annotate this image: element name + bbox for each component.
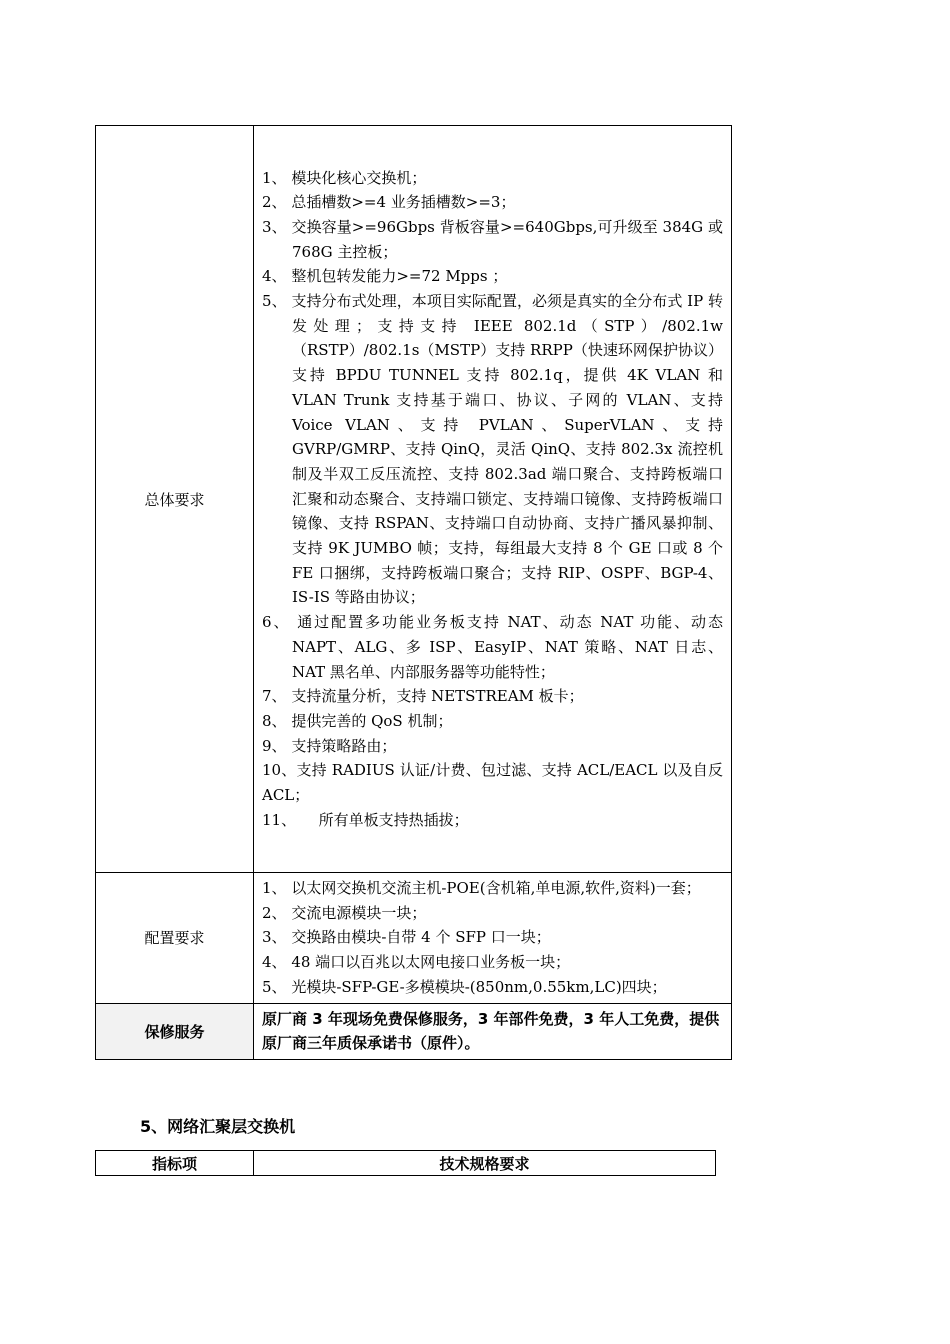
- row-content-config: [254, 873, 732, 1004]
- list-item: 3、 交换容量>=96Gbps 背板容量>=640Gbps,可升级至 384G 或 768G 主控板；: [262, 217, 723, 261]
- column-header-spec: 技术规格要求: [254, 1151, 716, 1176]
- list-item: 7、 支持流量分析，支持 NETSTREAM 板卡；: [262, 687, 584, 706]
- column-header-indicator: 指标项: [96, 1151, 254, 1176]
- list-item: 3、 交换路由模块-自带 4 个 SFP 口一块；: [262, 928, 551, 947]
- row-label-overall: 总体要求: [96, 126, 254, 873]
- list-item: 4、 48 端口以百兆以太网电接口业务板一块；: [262, 953, 571, 972]
- spec-table: [95, 125, 732, 1060]
- list-item: 2、 交流电源模块一块；: [262, 903, 427, 922]
- list-item: 5、 支持分布式处理，本项目实际配置，必须是真实的全分布式 IP 转发处理；支持支持 IEEE 802.1d（STP）/802.1w（RSTP）/802.1s（MSTP）支持 RRPP（快速环网保护协议）支持 BPDU TUNNEL 支持 802.1q，提供 4K VLAN 和 VLAN Trunk 支持基于端口、协议、子网的 VLAN、支持 Voice VLAN、支持 PVLAN、SuperVLAN、支持 GVRP/GMRP、支持 QinQ，灵活 QinQ、支持 802.3x 流控机制及半双工反压流控、支持 802.3ad 端口聚合、支持跨板端口汇聚和动态聚合、支持端口锁定、支持端口镜像、支持跨板端口镜像、支持 RSPAN、支持端口自动协商、支持广播风暴抑制、支持 9K JUMBO 帧；支持，每组最大支持 8 个 GE 口或 8 个 FE 口捆绑，支持跨板端口聚合；支持 RIP、OSPF、BGP-4、IS-IS 等路由协议；: [262, 292, 723, 607]
- list-item: 6、 通过配置多功能业务板支持 NAT、动态 NAT 功能、动态 NAPT、ALG、多 ISP、EasyIP、NAT 策略、NAT 日志、NAT 黑名单、内部服务器等功能特性；: [262, 613, 723, 681]
- list-item: 11、 所有单板支持热插拔；: [262, 810, 469, 829]
- list-item: 5、 光模块-SFP-GE-多模模块-(850nm,0.55km,LC)四块；: [262, 977, 667, 996]
- row-content-warranty: 原厂商 3 年现场免费保修服务，3 年部件免费，3 年人工免费，提供原厂商三年质保承诺书（原件）。: [254, 1003, 732, 1059]
- list-item: 1、 模块化核心交换机；: [262, 168, 427, 187]
- section-heading: 5、网络汇聚层交换机: [140, 1117, 296, 1136]
- list-item: 8、 提供完善的 QoS 机制；: [262, 711, 453, 730]
- row-content-overall: [254, 126, 732, 873]
- list-item: 4、 整机包转发能力>=72 Mpps ；: [262, 267, 508, 286]
- table-row: [96, 1151, 716, 1176]
- next-table-header: [95, 1150, 716, 1176]
- table-row: [96, 126, 732, 873]
- list-item: 10、支持 RADIUS 认证/计费、包过滤、支持 ACL/EACL 以及自反 ACL；: [262, 761, 723, 805]
- table-row: [96, 873, 732, 1004]
- row-label-warranty: 保修服务: [96, 1003, 254, 1059]
- list-item: 2、 总插槽数>=4 业务插槽数>=3；: [262, 193, 516, 212]
- table-row: [96, 1003, 732, 1059]
- list-item: 1、 以太网交换机交流主机-POE(含机箱,单电源,软件,资料)一套；: [262, 879, 701, 897]
- list-item: 9、 支持策略路由；: [262, 736, 397, 755]
- row-label-config: 配置要求: [96, 873, 254, 1004]
